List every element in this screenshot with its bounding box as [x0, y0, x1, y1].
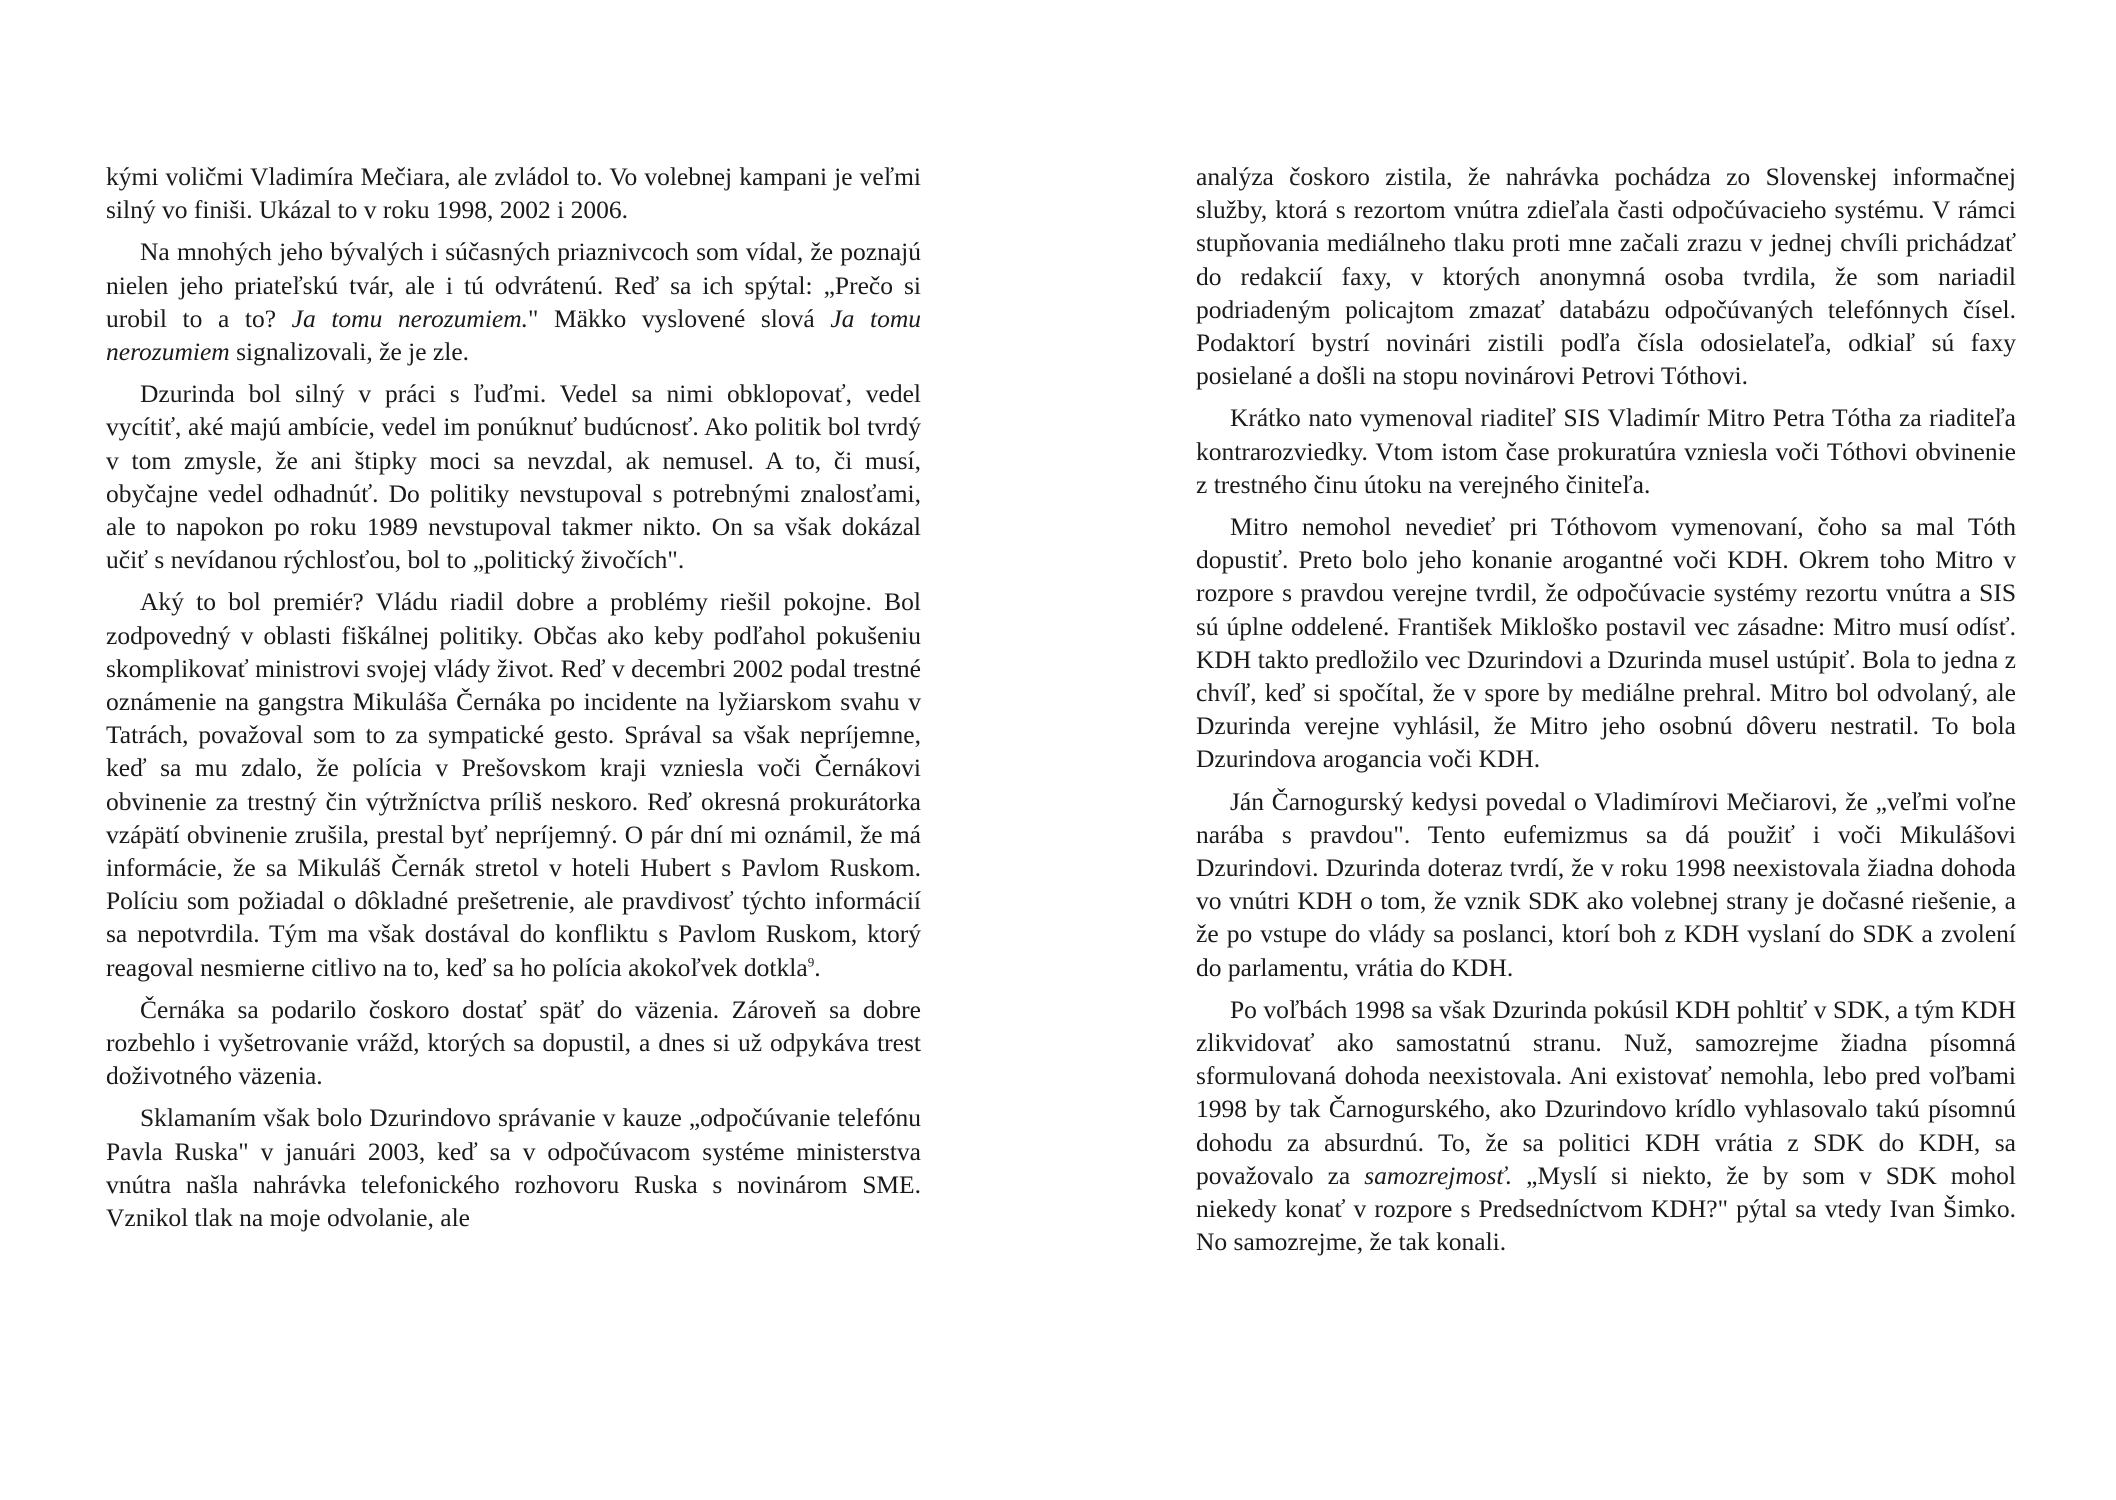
paragraph: [1196, 160, 2016, 392]
italic-text: samozrejmosť.: [1364, 1160, 1513, 1190]
text-segment: signalizovali, že je zle.: [229, 337, 470, 367]
paragraph: [106, 377, 921, 576]
paragraph: [106, 235, 921, 368]
left-page: [106, 160, 921, 1234]
italic-text: Ja tomu nerozumiem.: [291, 303, 529, 333]
text-segment: Dzurinda bol silný v práci s ľuďmi. Vedel sa nimi obklopovať, vedel vycítiť, aké majú ambície, vedel im ponúknuť budúcnosť. Ako politik bol tvrdý v tom zmysle, že ani štipky moci sa nevzdal, ak nemusel. A to, či musí, obyčajne vedel odhadnúť. Do politiky nevstupoval s potrebnými znalosťami, ale to napokon po roku 1989 nevstupoval takmer nikto. On sa však dokázal učiť s nevídanou rýchlosťou, bol to „politický živočích".: [106, 379, 921, 575]
text-segment: Černáka sa podarilo čoskoro dostať späť do väzenia. Zároveň sa dobre rozbehlo i vyšetrovanie vrážd, ktorých sa dopustil, a dnes si už odpykáva trest doživotného väzenia.: [106, 994, 921, 1091]
text-segment: Ján Čarnogurský kedysi povedal o Vladimírovi Mečiarovi, že „veľmi voľne narába s pravdou". Tento eufemizmus sa dá použiť i voči Mikulášovi Dzurindovi. Dzurinda doteraz tvrdí, že v roku 1998 neexistovala žiadna dohoda vo vnútri KDH o tom, že vznik SDK ako volebnej strany je dočasné riešenie, a že po vstupe do vlády sa poslanci, ktorí boh z KDH vyslaní do SDK a zvolení do parlamentu, vrátia do KDH.: [1196, 786, 2016, 982]
text-segment: Po voľbách 1998 sa však Dzurinda pokúsil KDH pohltiť v SDK, a tým KDH zlikvidovať ako samostatnú stranu. Nuž, samozrejme žiadna písomná sformulovaná dohoda neexistovala. Ani existovať nemohla, lebo pred voľbami 1998 by tak Čarnogurského, ako Dzurindovo krídlo vyhlasovalo takú písomnú dohodu za absurdnú. To, že sa politici KDH vrátia z SDK do KDH, sa považovalo za: [1196, 994, 2016, 1190]
text-segment: Aký to bol premiér? Vládu riadil dobre a problémy riešil pokojne. Bol zodpovedný v oblasti fiškálnej politiky. Občas ako keby podľahol pokušeniu skomplikovať ministrovi svojej vlády život. Reď v decembri 2002 podal trestné oznámenie na gangstra Mikuláša Černáka po incidente na lyžiarskom svahu v Tatrách, považoval som to za sympatické gesto. Správal sa však nepríjemne, keď sa mu zdalo, že polícia v Prešovskom kraji vzniesla voči Černákovi obvinenie za trestný čin výtržníctva príliš neskoro. Reď okresná prokurátorka vzápätí obvinenie zrušila, prestal byť nepríjemný. O pár dní mi oznámil, že má informácie, že sa Mikuláš Černák stretol v hoteli Hubert s Pavlom Ruskom. Políciu som požiadal o dôkladné prešetrenie, ale pravdivosť týchto informácií sa nepotvrdila. Tým ma však dostával do konfliktu s Pavlom Ruskom, ktorý reagoval nesmierne citlivo na to, keď sa ho polícia akokoľvek dotkla: [106, 587, 921, 982]
text-segment: „Myslí si niekto, že by som v SDK mohol niekedy konať v rozpore s Predsedníctvom KDH?" pýtal sa vtedy Ivan Šimko. No samozrejme, že tak konali.: [1196, 1160, 2016, 1257]
paragraph: [106, 160, 921, 226]
text-segment: Na mnohých jeho bývalých i súčasných priaznivcoch som vídal, že poznajú nielen jeho priateľskú tvár, ale i tú odvrátenú. Reď sa ich spýtal: „Prečo si urobil to a to?: [106, 237, 921, 333]
italic-text: Ja tomu nerozumiem: [106, 303, 922, 367]
text-segment: kými voličmi Vladimíra Mečiara, ale zvládol to. Vo volebnej kampani je veľmi silný vo finiši. Ukázal to v roku 1998, 2002 i 2006.: [106, 162, 921, 225]
text-segment: Krátko nato vymenoval riaditeľ SIS Vladimír Mitro Petra Tótha za riaditeľa kontrarozviedky. Vtom istom čase prokuratúra vzniesla voči Tóthovi obvinenie z trestného činu útoku na verejného činiteľa.: [1196, 403, 2016, 499]
right-page: [1196, 160, 2016, 1259]
paragraph: [106, 585, 921, 983]
paragraph: [1196, 510, 2016, 776]
paragraph: [1196, 993, 2016, 1259]
paragraph: [1196, 785, 2016, 984]
paragraph: [1196, 401, 2016, 501]
text-segment: analýza čoskoro zistila, že nahrávka pochádza zo Slovenskej informačnej služby, ktorá s rezortom vnútra zdieľala časti odpočúvacieho systému. V rámci stupňovania mediálneho tlaku proti mne začali zrazu v jednej chvíli prichádzať do redakcií faxy, v ktorých anonymná osoba tvrdila, že som nariadil podriadeným policajtom zmazať databázu odpočúvaných telefónnych čísel. Podaktorí bystrí novinári zistili podľa čísla odosielateľa, odkiaľ sú faxy posielané a došli na stopu novinárovi Petrovi Tóthovi.: [1196, 162, 2016, 391]
text-segment: Sklamaním však bolo Dzurindovo správanie v kauze „odpočúvanie telefónu Pavla Ruska" v januári 2003, keď sa v odpočúvacom systéme ministerstva vnútra našla nahrávka telefonického rozhovoru Ruska s novinárom SME. Vznikol tlak na moje odvolanie, ale: [106, 1103, 921, 1233]
text-segment: " Mäkko vyslovené slová: [528, 303, 831, 333]
footnote-marker[interactable]: 9: [807, 954, 815, 970]
text-segment: Mitro nemohol nevedieť pri Tóthovom vymenovaní, čoho sa mal Tóth dopustiť. Preto bolo jeho konanie arogantné voči KDH. Okrem toho Mitro v rozpore s pravdou verejne tvrdil, že odpočúvacie systémy rezortu vnútra a SIS sú úplne oddelené. František Mikloško postavil vec zásadne: Mitro musí odísť. KDH takto predložilo vec Dzurindovi a Dzurinda musel ustúpiť. Bola to jedna z chvíľ, keď si spočítal, že v spore by mediálne prehral. Mitro bol odvolaný, ale Dzurinda verejne vyhlásil, že Mitro jeho osobnú dôveru nestratil. To bola Dzurindova arogancia voči KDH.: [1196, 512, 2016, 774]
text-segment: .: [814, 952, 821, 982]
paragraph: [106, 1101, 921, 1234]
paragraph: [106, 993, 921, 1093]
